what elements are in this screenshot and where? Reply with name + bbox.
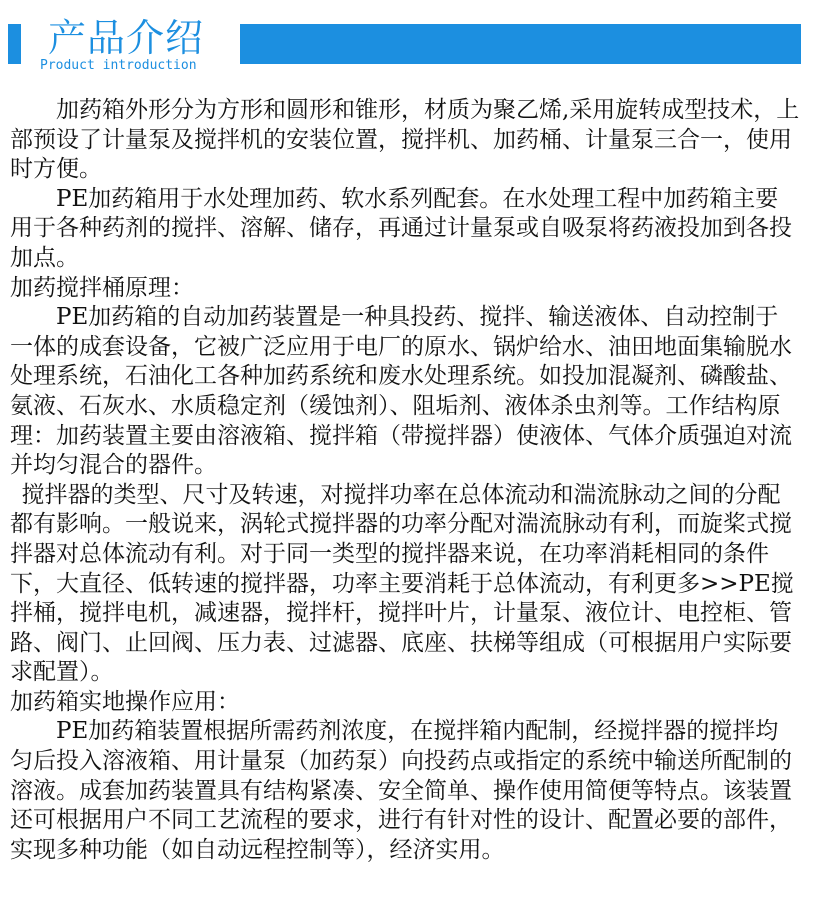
- paragraph-principle: PE加药箱的自动加药装置是一种具投药、搅拌、输送液体、自动控制于一体的成套设备，它被广泛应用于电厂的原水、锅炉给水、油田地面集输脱水处理系统，石油化工各种加药系统和废水处理系统。如投加混凝剂、磷酸盐、氨液、石灰水、水质稳定剂（缓蚀剂）、阻垢剂、液体杀虫剂等。工作结构原理：加药装置主要由溶液箱、搅拌箱（带搅拌器）使液体、气体介质强迫对流并均匀混合的器件。: [10, 304, 792, 479]
- header-right-accent-bar: [240, 24, 801, 64]
- product-description: [10, 96, 800, 865]
- paragraph-usage: PE加药箱用于水处理加药、软水系列配套。在水处理工程中加药箱主要用于各种药剂的搅拌、溶解、储存，再通过计量泵或自吸泵将药液投加到各投加点。: [10, 185, 792, 271]
- heading-application: 加药箱实地操作应用：: [10, 688, 240, 715]
- heading-principle: 加药搅拌桶原理：: [10, 274, 194, 301]
- paragraph-overview: 加药箱外形分为方形和圆形和锥形，材质为聚乙烯,采用旋转成型技术，上部预设了计量泵及搅拌机的安装位置，搅拌机、加药桶、计量泵三合一，使用时方便。: [10, 97, 800, 183]
- paragraph-application: PE加药箱装置根据所需药剂浓度，在搅拌箱内配制，经搅拌器的搅拌均匀后投入溶液箱、用计量泵（加药泵）向投药点或指定的系统中输送所配制的溶液。成套加药装置具有结构紧凑、安全简单、操作使用简便等特点。该装置还可根据用户不同工艺流程的要求，进行有针对性的设计、配置必要的部件，实现多种功能（如自动远程控制等），经济实用。: [10, 718, 792, 863]
- section-header: [0, 0, 815, 80]
- paragraph-agitator: 搅拌器的类型、尺寸及转速，对搅拌功率在总体流动和湍流脉动之间的分配都有影响。一般说来，涡轮式搅拌器的功率分配对湍流脉动有利，而旋桨式搅拌器对总体流动有利。对于同一类型的搅拌器来说，在功率消耗相同的条件下，大直径、低转速的搅拌器，功率主要消耗于总体流动，有利更多>>PE搅拌桶，搅拌电机，减速器，搅拌杆，搅拌叶片，计量泵、液位计、电控柜、管路、阀门、止回阀、压力表、过滤器、底座、扶梯等组成（可根据用户实际要求配置）。: [10, 481, 794, 686]
- header-left-accent-bar: [8, 24, 21, 64]
- section-title: 产品介绍: [48, 16, 205, 60]
- section-subtitle: Product introduction: [40, 58, 197, 73]
